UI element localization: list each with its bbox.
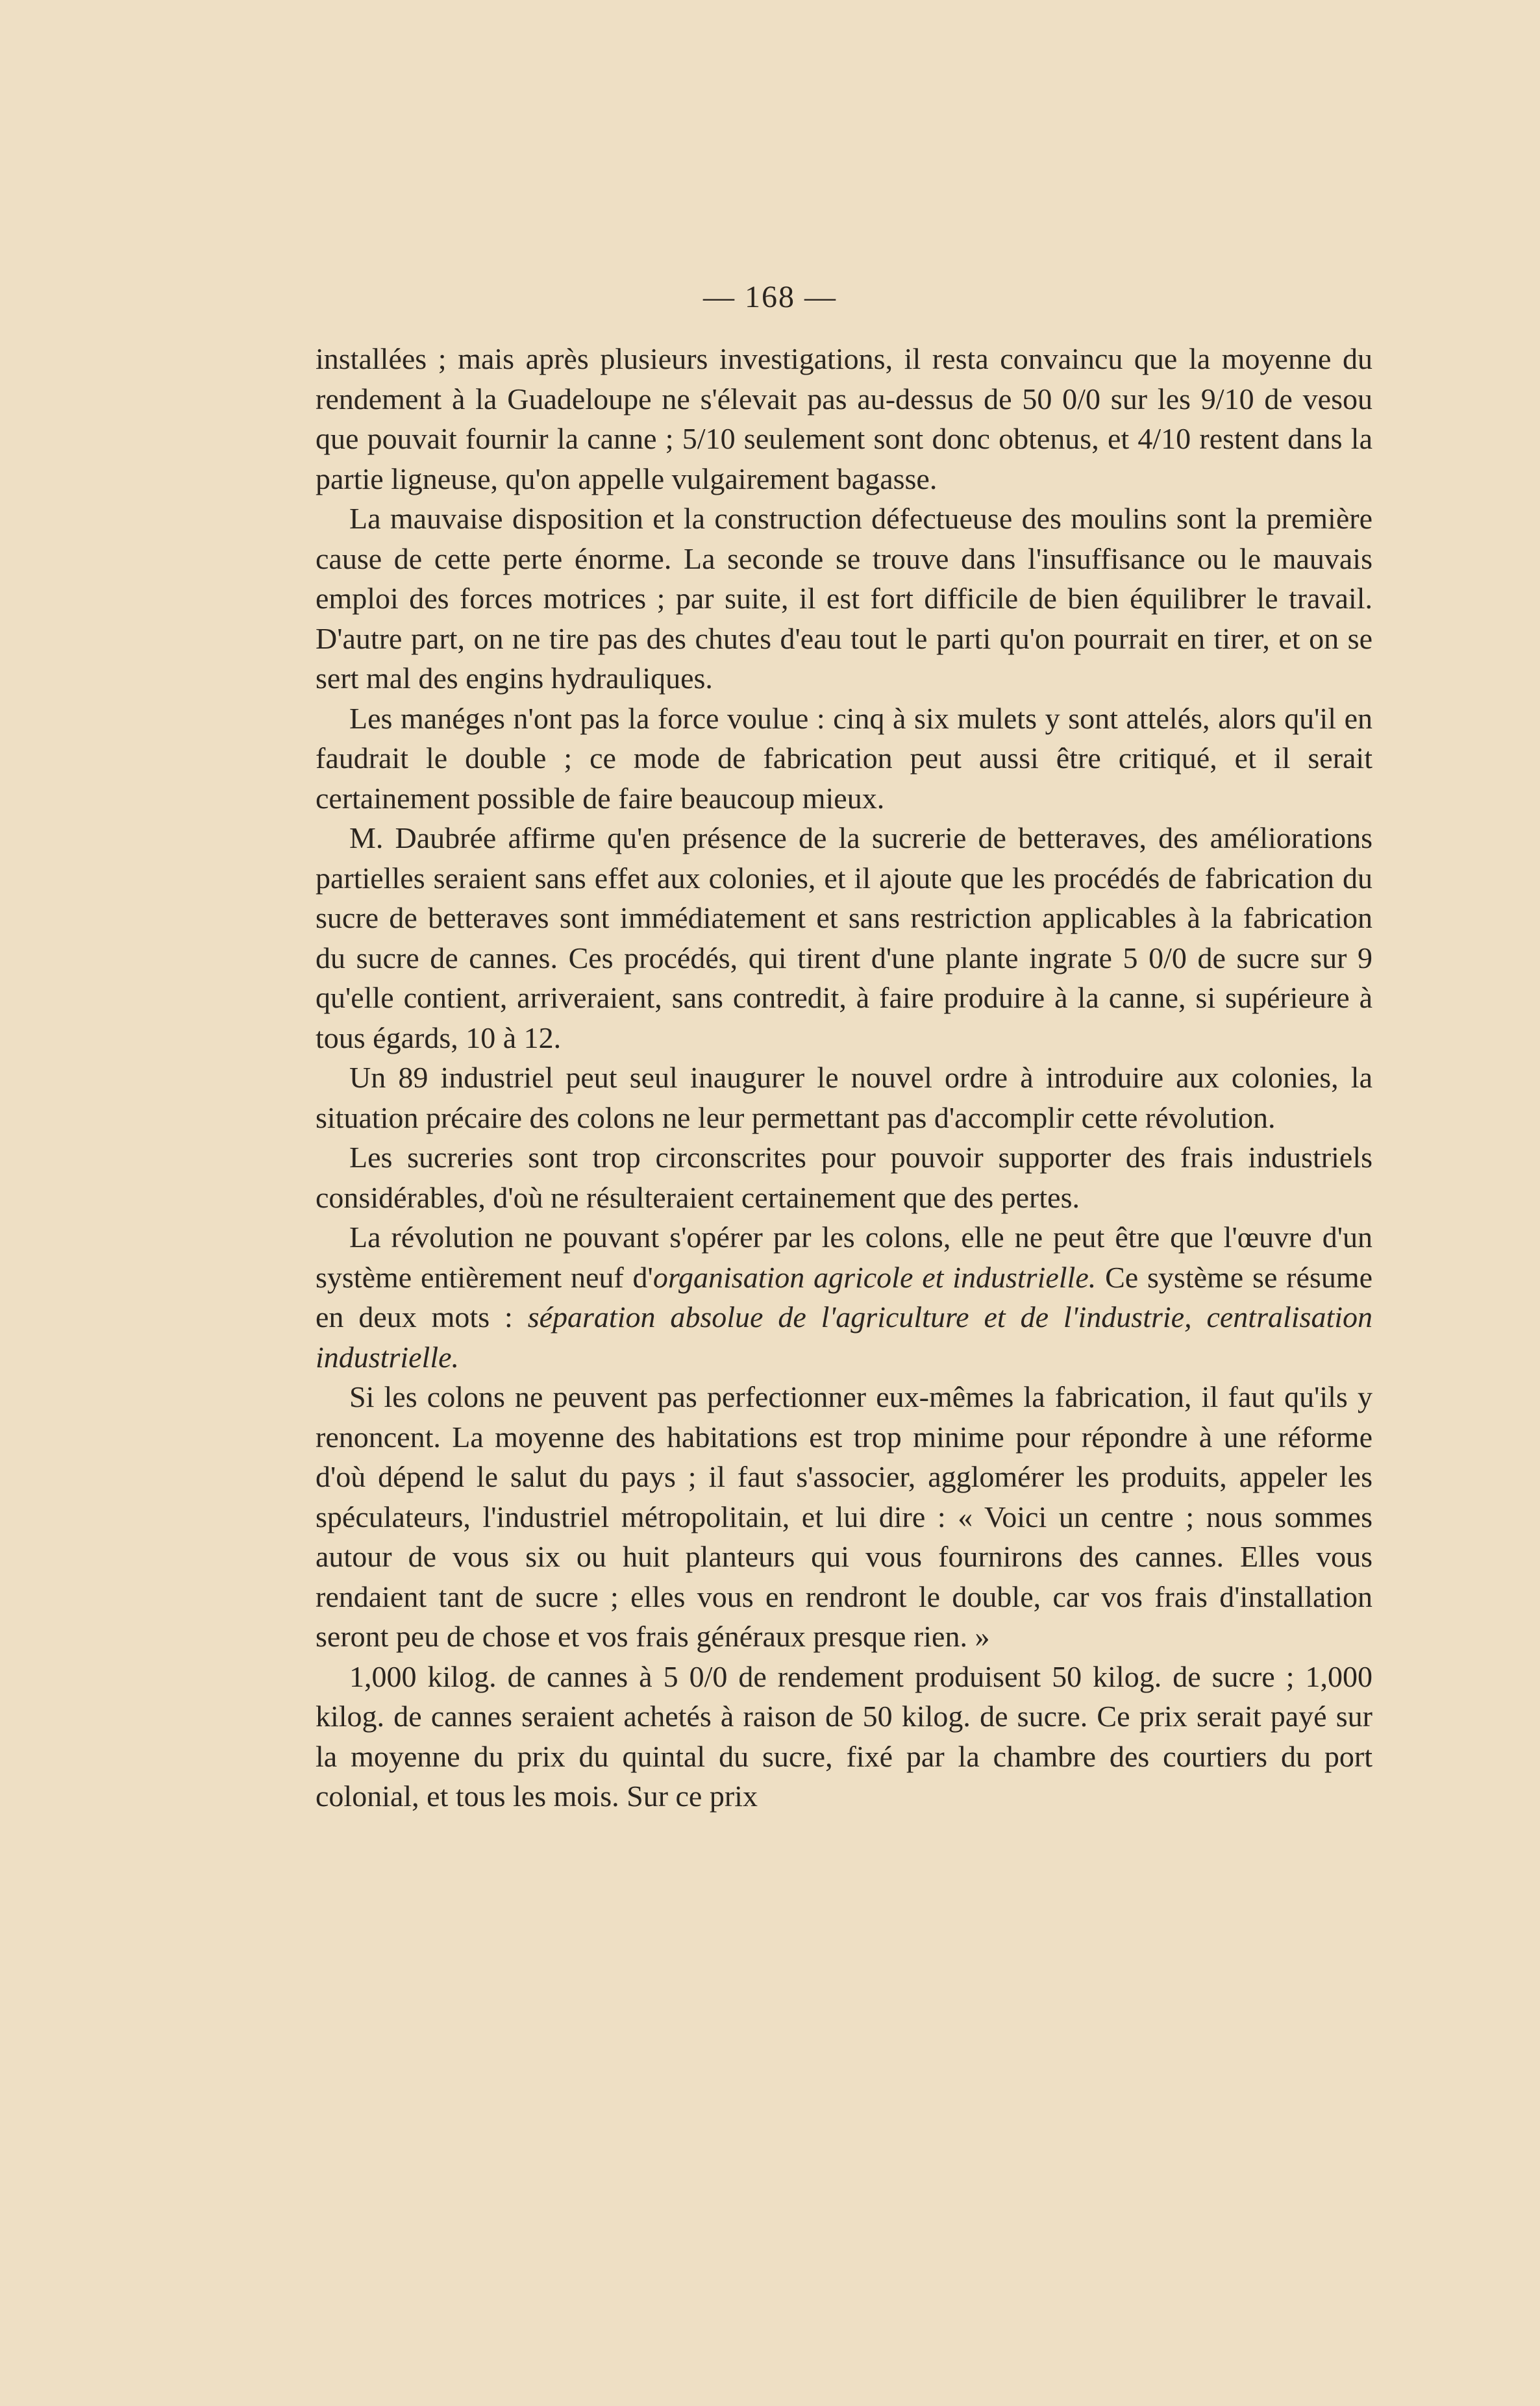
paragraph-text: La révolution ne pouvant s'opérer par les colons, elle ne peut être que l'œuvre d'un système entièrement neuf d' — [316, 1221, 1372, 1294]
paragraph-text: Ce système se résume en deux mots : — [316, 1260, 1373, 1333]
paragraph — [316, 1217, 1372, 1377]
paragraph — [316, 1657, 1372, 1817]
paragraph — [316, 1137, 1372, 1217]
paragraph-text: Si les colons ne peuvent pas perfectionner eux-mêmes la fabrication, il faut qu'ils y renoncent. La moyenne des habitations est trop minime pour répondre à une réforme d'où dépend le salut du pays ; il faut s'associer, agglomérer les produits, appeler les spéculateurs, l'industriel métropolitain, et lui dire : « Voici un centre ; nous sommes autour de vous six ou huit planteurs qui vous fournirons des cannes. Elles vous rendaient tant de sucre ; elles vous en rendront le double, car vos frais d'installation seront peu de chose et vos frais généraux presque rien. » — [316, 1380, 1372, 1653]
paragraph-text: Les sucreries sont trop circonscrites pour pouvoir supporter des frais industriels considérables, d'où ne résulteraient certainement que des pertes. — [316, 1141, 1372, 1214]
paragraph — [316, 699, 1372, 819]
paragraph-text: La mauvaise disposition et la construction défectueuse des moulins sont la première cause de cette perte énorme. La seconde se trouve dans l'insuffisance ou le mauvais emploi des forces motrices ; par suite, il est fort difficile de bien équilibrer le travail. D'autre part, on ne tire pas des chutes d'eau tout le parti qu'on pourrait en tirer, et on se sert mal des engins hydrauliques. — [316, 502, 1372, 695]
paragraph — [316, 339, 1372, 499]
paragraph — [316, 499, 1372, 699]
paragraph-text: Les manéges n'ont pas la force voulue : cinq à six mulets y sont attelés, alors qu'il en faudrait le double ; ce mode de fabrication peut aussi être critiqué, et il serait certainement possible de faire beaucoup mieux. — [316, 701, 1372, 815]
italic-phrase: organisation agricole et industrielle. — [652, 1260, 1097, 1294]
paragraph — [316, 1058, 1372, 1137]
paragraph — [316, 1377, 1372, 1657]
italic-phrase: séparation absolue de l'agriculture et de l'industrie, centralisation industrielle. — [316, 1300, 1373, 1374]
paragraph — [316, 818, 1372, 1058]
paragraph-text: M. Daubrée affirme qu'en présence de la sucrerie de betteraves, des améliorations partielles seraient sans effet aux colonies, et il ajoute que les procédés de fabrication du sucre de betteraves sont immédiatement et sans restriction applicables à la fabrication du sucre de cannes. Ces procédés, qui tirent d'une plante ingrate 5 0/0 de sucre sur 9 qu'elle contient, arriveraient, sans contredit, à faire produire à la canne, si supérieure à tous égards, 10 à 12. — [316, 821, 1372, 1054]
page-number: — 168 — — [703, 280, 837, 314]
paragraph-text: Un 89 industriel peut seul inaugurer le nouvel ordre à introduire aux colonies, la situation précaire des colons ne leur permettant pas d'accomplir cette révolution. — [316, 1061, 1372, 1134]
paragraph-text: installées ; mais après plusieurs investigations, il resta convaincu que la moyenne du rendement à la Guadeloupe ne s'élevait pas au-dessus de 50 0/0 sur les 9/10 de vesou que pouvait fournir la canne ; 5/10 seulement sont donc obtenus, et 4/10 restent dans la partie ligneuse, qu'on appelle vulgairement bagasse. — [316, 342, 1372, 495]
body-text — [316, 339, 1372, 1817]
paragraph-text: 1,000 kilog. de cannes à 5 0/0 de rendement produisent 50 kilog. de sucre ; 1,000 kilog. de cannes seraient achetés à raison de 50 kilog. de sucre. Ce prix serait payé sur la moyenne du prix du quintal du sucre, fixé par la chambre des courtiers du port colonial, et tous les mois. Sur ce prix — [316, 1659, 1372, 1813]
